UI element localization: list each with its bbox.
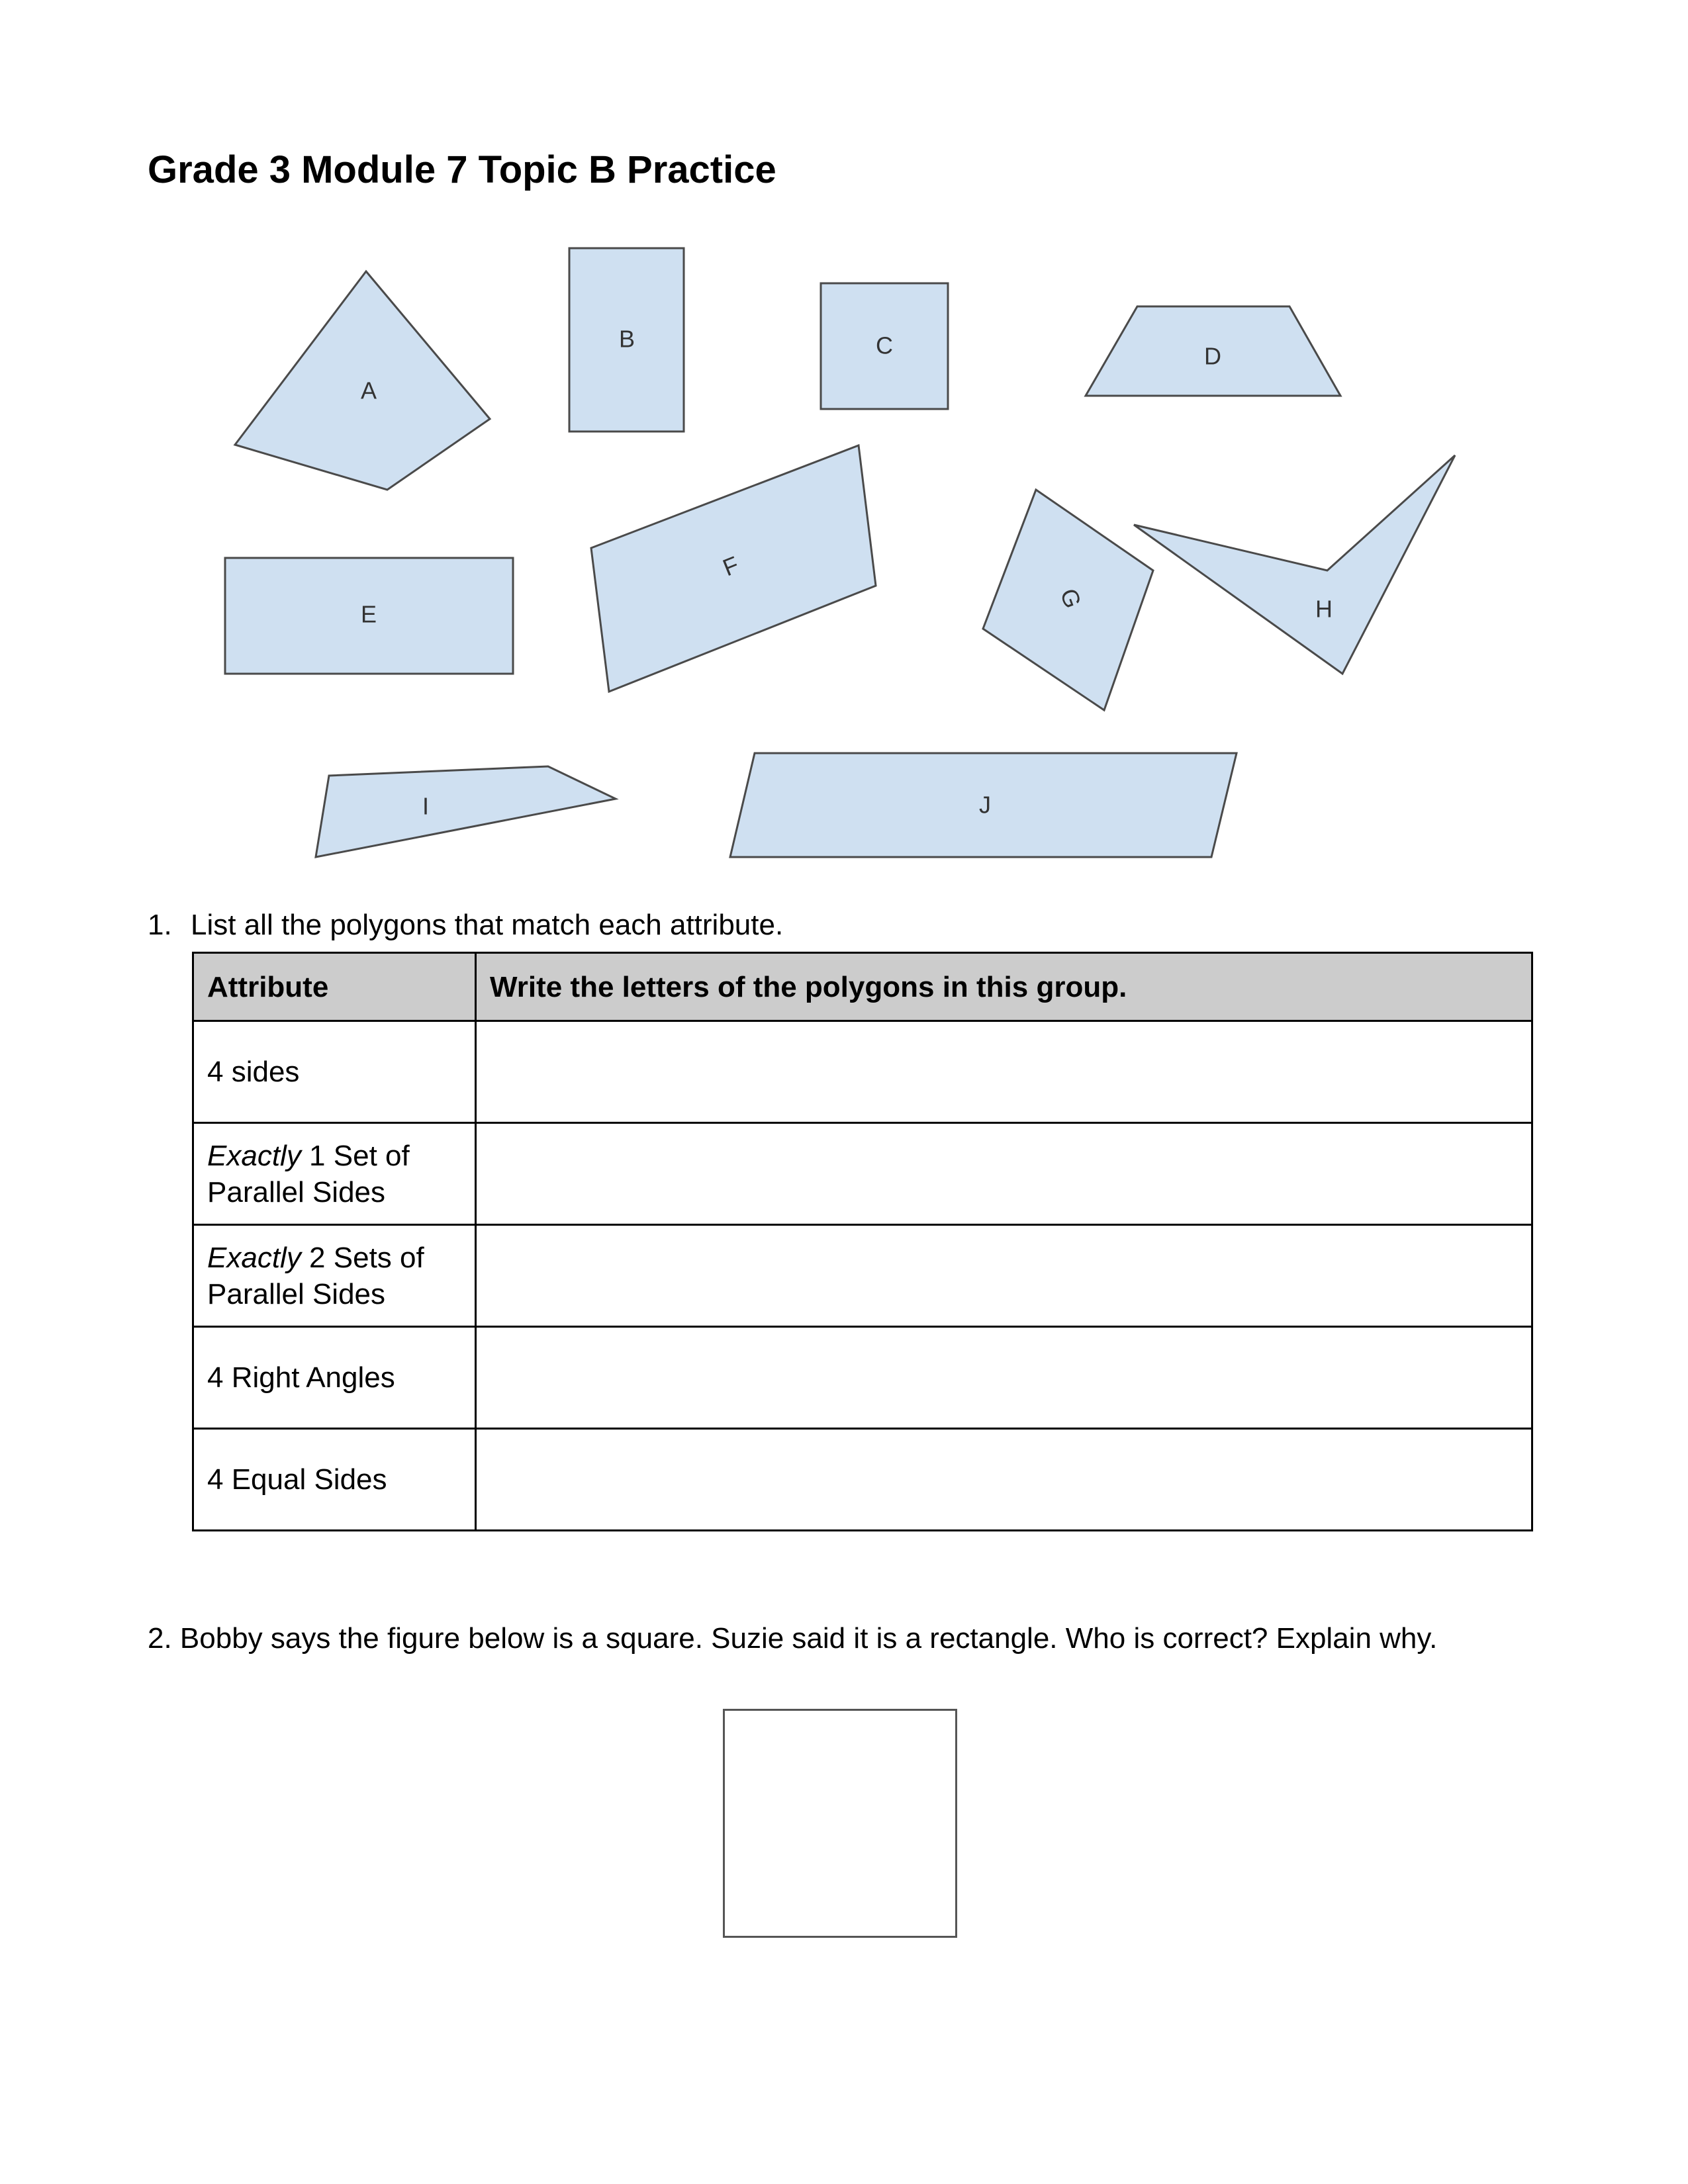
table-row xyxy=(193,1123,1532,1225)
attribute-table xyxy=(192,952,1533,1531)
attribute-emphasis: Exactly xyxy=(207,1241,301,1274)
question-1 xyxy=(148,908,783,943)
answer-cell[interactable] xyxy=(476,1021,1532,1123)
header-letters: Write the letters of the polygons in this group. xyxy=(476,953,1532,1021)
attribute-text: 2 Sets of Parallel Sides xyxy=(207,1241,424,1310)
answer-cell[interactable] xyxy=(476,1225,1532,1327)
polygon-c-label: C xyxy=(876,332,893,359)
table-row xyxy=(193,1429,1532,1531)
polygon-d-label: D xyxy=(1204,342,1221,370)
question-1-text: List all the polygons that match each attribute. xyxy=(191,909,784,941)
polygon-figures xyxy=(0,0,1688,887)
attribute-cell: 4 Equal Sides xyxy=(193,1429,476,1531)
attribute-emphasis: Exactly xyxy=(207,1139,301,1172)
polygon-h-label: H xyxy=(1315,595,1333,623)
polygon-j-label: J xyxy=(979,791,991,819)
polygon-g-label: G xyxy=(1055,584,1087,612)
attribute-cell xyxy=(193,1225,476,1327)
polygon-h xyxy=(1134,455,1455,674)
attribute-text: 1 Set of Parallel Sides xyxy=(207,1139,410,1208)
table-row xyxy=(193,1225,1532,1327)
attribute-cell xyxy=(193,1123,476,1225)
polygon-i xyxy=(316,766,616,857)
polygon-a-label: A xyxy=(360,377,377,404)
table-header-row xyxy=(193,953,1532,1021)
polygon-f-label: F xyxy=(719,551,743,582)
attribute-cell: 4 sides xyxy=(193,1021,476,1123)
table-row xyxy=(193,1327,1532,1429)
attribute-cell: 4 Right Angles xyxy=(193,1327,476,1429)
page-title: Grade 3 Module 7 Topic B Practice xyxy=(148,148,776,191)
answer-cell[interactable] xyxy=(476,1429,1532,1531)
answer-cell[interactable] xyxy=(476,1327,1532,1429)
polygon-b-label: B xyxy=(618,325,635,353)
polygon-e-label: E xyxy=(360,600,377,628)
table-row xyxy=(193,1021,1532,1123)
polygon-i-label: I xyxy=(422,792,430,820)
header-attribute: Attribute xyxy=(193,953,476,1021)
square-figure xyxy=(723,1709,957,1938)
answer-cell[interactable] xyxy=(476,1123,1532,1225)
question-2-text: 2. Bobby says the figure below is a square. Suzie said it is a rectangle. Who is correct? Explain why. xyxy=(148,1622,1438,1655)
question-1-number: 1. xyxy=(148,909,172,941)
